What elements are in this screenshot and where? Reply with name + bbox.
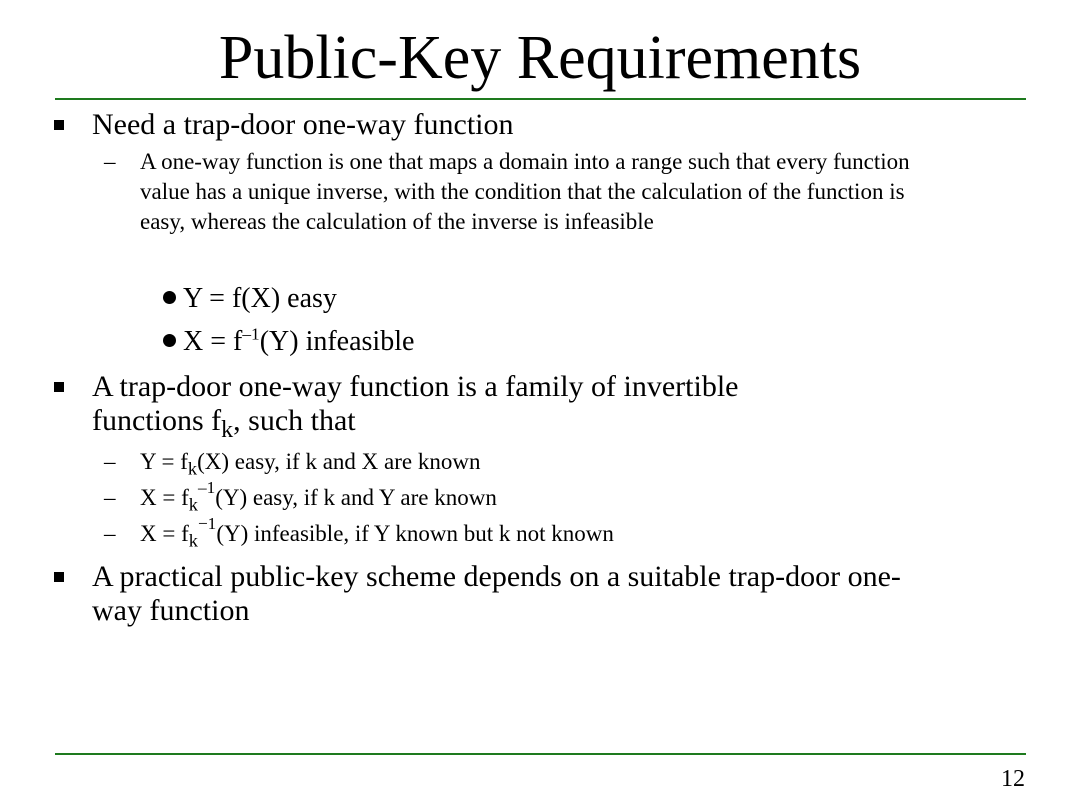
title-divider [55, 98, 1026, 100]
bullet-2-sub-1-sub: k [187, 458, 198, 479]
bullet-1-item-a [163, 282, 337, 316]
bullet-2-text-pre: A trap-door one-way function is a family of invertible functions f [92, 370, 739, 437]
dash-bullet-icon: – [104, 521, 116, 546]
round-bullet-icon [163, 334, 176, 347]
square-bullet-icon [54, 120, 64, 130]
square-bullet-icon [54, 382, 64, 392]
bullet-2-sub-2 [104, 477, 940, 515]
slide-title: Public-Key Requirements [218, 24, 862, 92]
bullet-2-sub-3-sub: k [188, 530, 198, 551]
bullet-2-sub-3-sup: −1 [197, 513, 217, 533]
bullet-1-item-b [163, 325, 414, 359]
dash-bullet-icon: – [104, 485, 116, 510]
bullet-2-text-sub: k [221, 417, 234, 444]
bullet-3-text: A practical public-key scheme depends on a suitable trap-door one-way function [92, 560, 901, 627]
bullet-1-item-a-text: Y = f(X) easy [183, 283, 337, 314]
dash-bullet-icon: – [104, 149, 116, 174]
bullet-2-sub-2-sup: –1 [197, 477, 216, 497]
bullet-2-sub-1-post: (X) easy, if k and X are known [197, 449, 481, 474]
bullet-1-item-b-pre: X = f [183, 326, 243, 357]
round-bullet-icon [163, 291, 176, 304]
bullet-3 [92, 560, 932, 628]
bullet-2-sub-1-pre: Y = f [140, 449, 188, 474]
bullet-1-sub-1 [104, 147, 930, 237]
page-number: 12 [1001, 766, 1025, 792]
bullet-2-sub-2-post: (Y) easy, if k and Y are known [215, 485, 497, 510]
bullet-2-sub-1 [104, 446, 940, 479]
bullet-2 [92, 370, 852, 444]
bullet-2-sub-3-post: (Y) infeasible, if Y known but k not known [216, 521, 614, 546]
square-bullet-icon [54, 572, 64, 582]
footer-divider [55, 753, 1026, 755]
bullet-1-text: Need a trap-door one-way function [92, 108, 514, 141]
bullet-1-item-b-sup: –1 [242, 324, 260, 344]
bullet-2-sub-2-pre: X = f [140, 485, 189, 510]
bullet-2-text-post: , such that [233, 404, 356, 437]
bullet-2-sub-3-pre: X = f [140, 521, 189, 546]
bullet-2-sub-2-sub: k [188, 494, 198, 515]
dash-bullet-icon: – [104, 449, 116, 474]
bullet-1-sub-1-text: A one-way function is one that maps a domain into a range such that every function value has a unique inverse, with the condition that the calculation of the function is easy, whereas the calculation of the inverse is infeasible [140, 149, 910, 234]
bullet-1 [92, 108, 992, 142]
bullet-2-sub-3 [104, 513, 940, 551]
bullet-1-item-b-post: (Y) infeasible [259, 326, 415, 357]
